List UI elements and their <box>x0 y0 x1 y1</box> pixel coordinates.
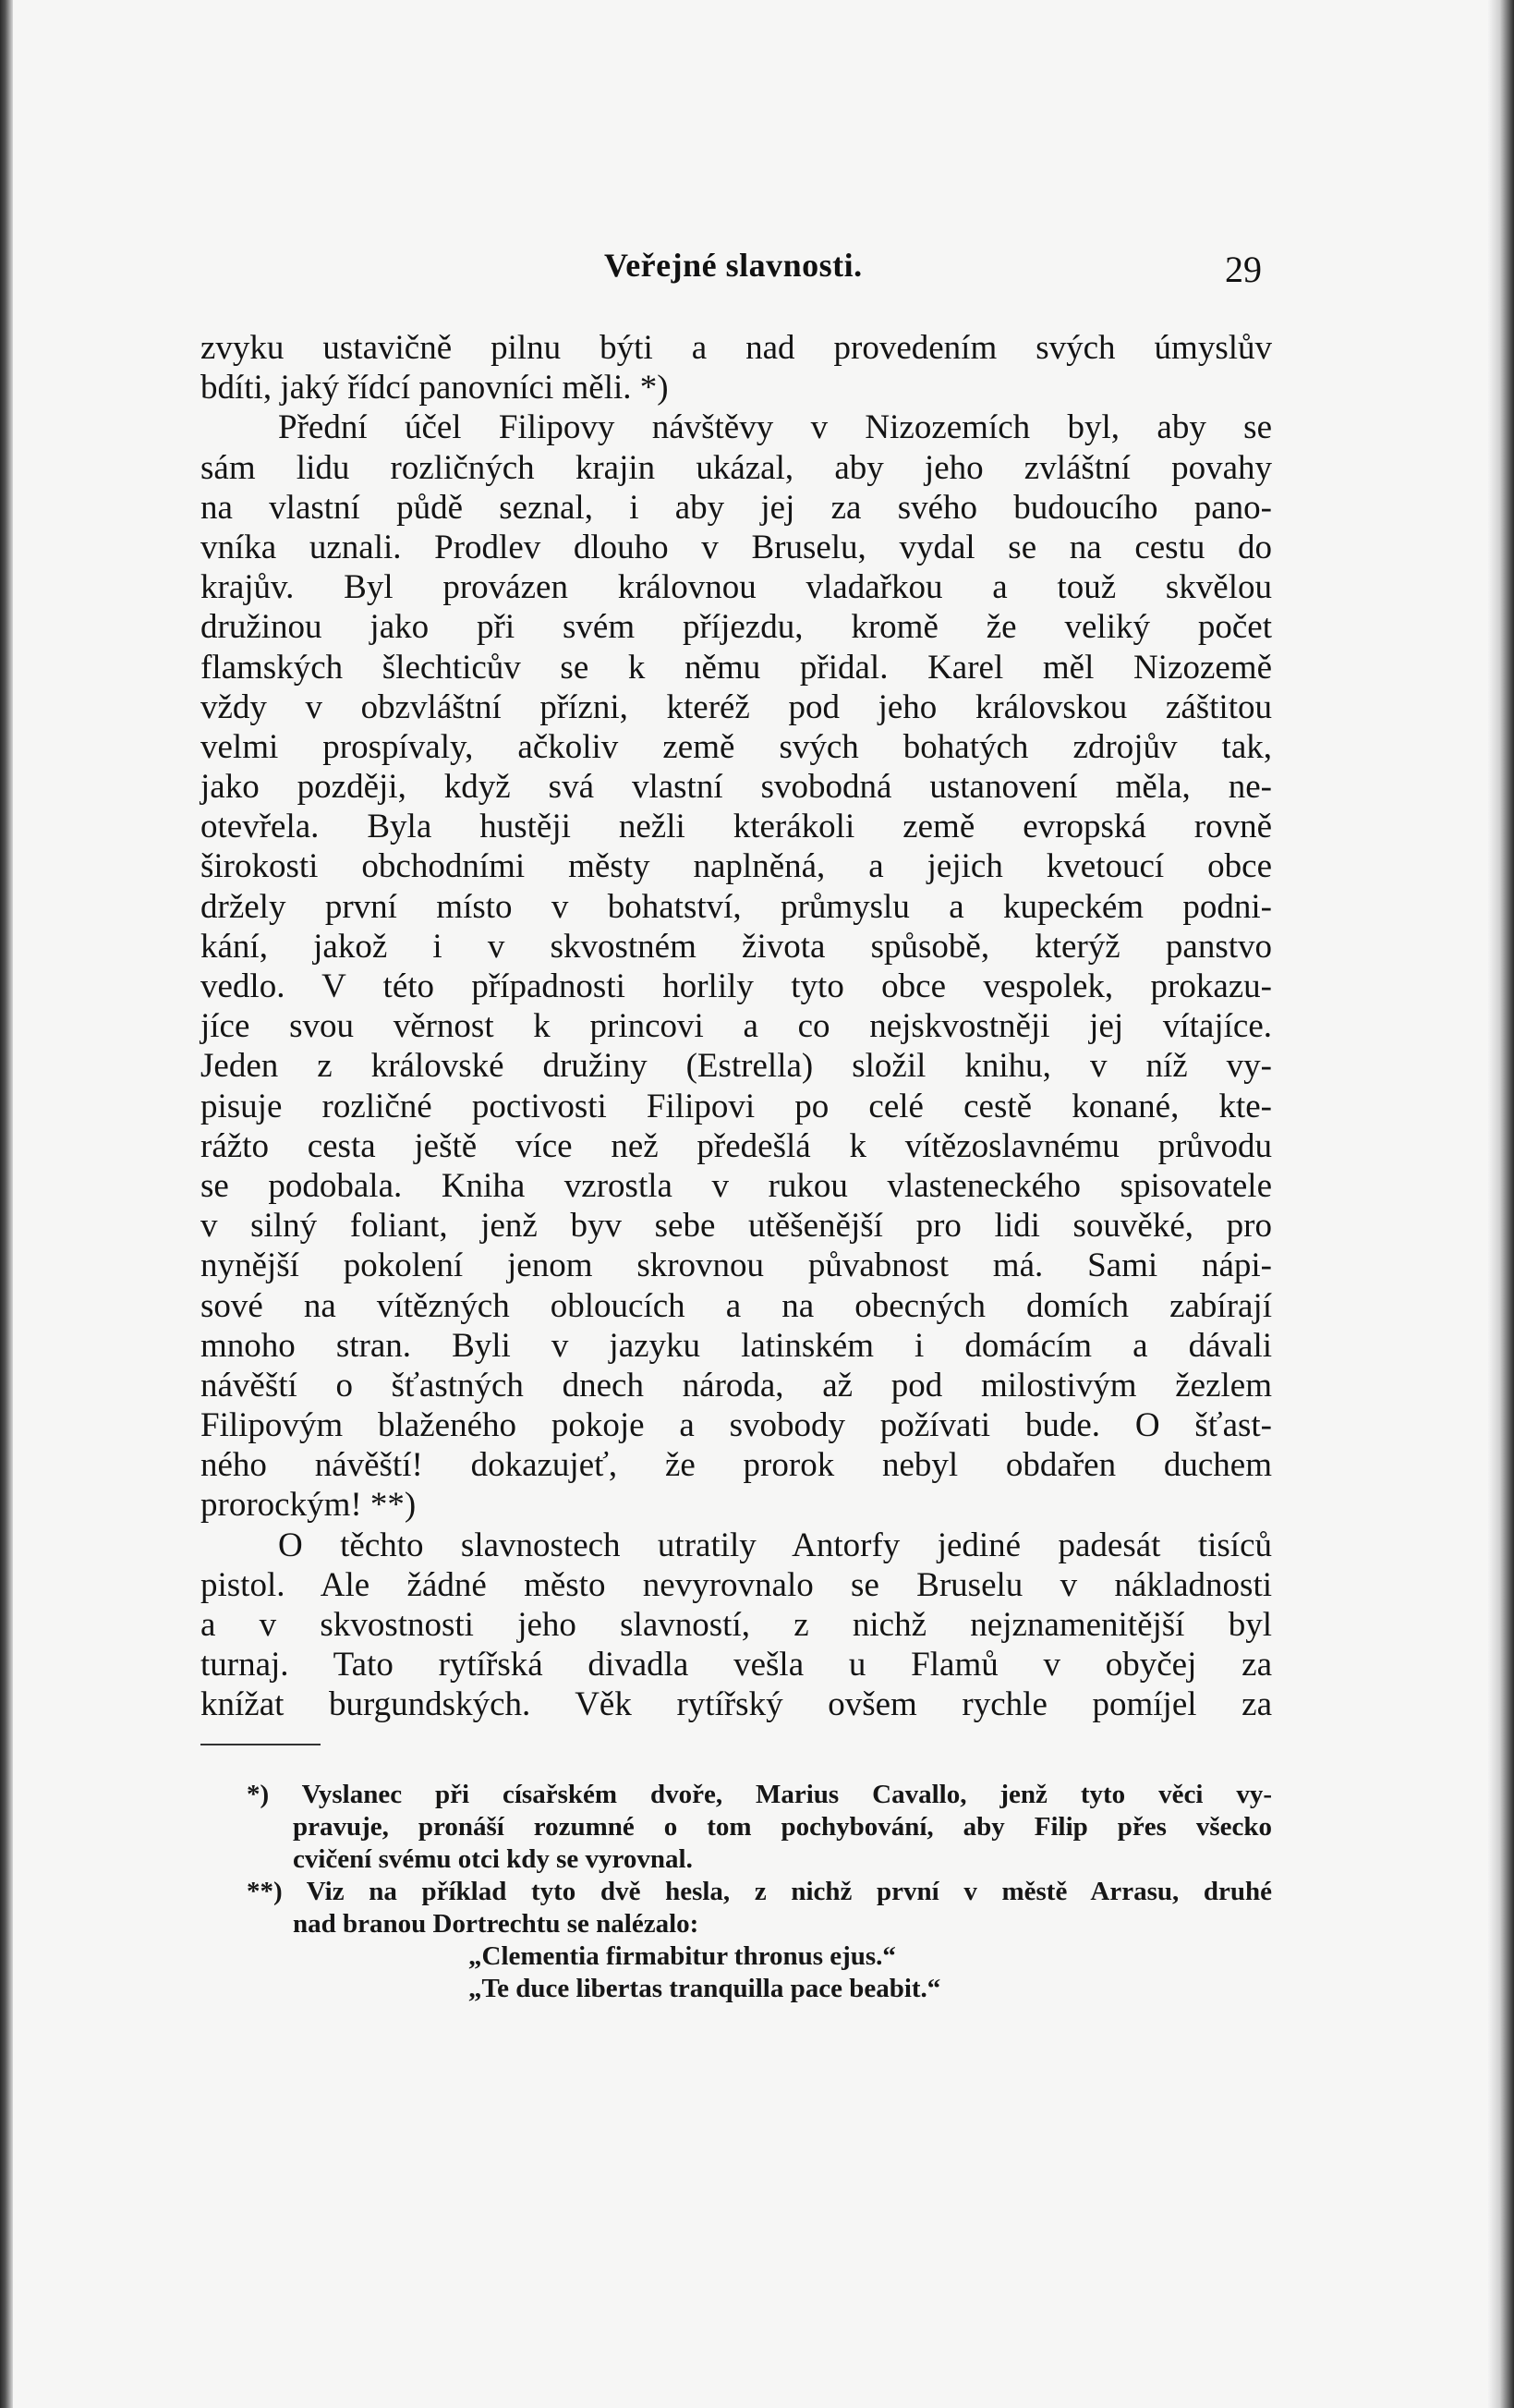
footnote-line: cvičení svému otci kdy se vyrovnal. <box>293 1844 693 1874</box>
text-line: pistol. Ale žádné město nevyrovnalo se Bruselu v nákladnosti <box>200 1565 1272 1604</box>
text-line: knížat burgundských. Věk rytířský ovšem rychle pomíjel za <box>200 1685 1272 1724</box>
text-line: nynější pokolení jenom skrovnou půvabnost má. Sami nápi- <box>200 1247 1272 1285</box>
text-line: bdíti, jaký řídcí panovníci měli. *) <box>200 369 669 407</box>
text-line: vedlo. V této případnosti horlily tyto obce vespolek, prokazu- <box>200 967 1272 1005</box>
text-line: zvyku ustavičně pilnu býti a nad provedením svých úmyslův <box>200 329 1272 367</box>
text-line: Přední účel Filipovy návštěvy v Nizozemích byl, aby se <box>278 408 1272 447</box>
text-line: na vlastní půdě seznal, i aby jej za svého budoucího pano- <box>200 488 1272 527</box>
text-line: kání, jakož i v skvostném života spůsobě, kterýž panstvo <box>200 927 1272 966</box>
text-line: sové na vítězných obloucích a na obecných domích zabírají <box>200 1286 1272 1325</box>
footnote-line: **) Viz na příklad tyto dvě hesla, z nichž první v městě Arrasu, druhé <box>247 1877 1272 1906</box>
running-title: Veřejné slavnosti. <box>604 247 863 284</box>
text-line: v silný foliant, jenž byv sebe utěšenější pro lidi souvěké, pro <box>200 1207 1272 1246</box>
text-line: ného návěští! dokazujeť, že prorok nebyl obdařen duchem <box>200 1446 1272 1485</box>
text-line: Filipovým blaženého pokoje a svobody požívati bude. O šťast- <box>200 1406 1272 1445</box>
text-line: jako později, když svá vlastní svobodná ustanovení měla, ne- <box>200 768 1272 807</box>
text-line: Jeden z královské družiny (Estrella) složil knihu, v níž vy- <box>200 1047 1272 1086</box>
footnote-quote: „Clementia firmabitur thronus ejus.“ <box>468 1941 896 1971</box>
text-line: držely první místo v bohatství, průmyslu a kupeckém podni- <box>200 887 1272 926</box>
text-line: turnaj. Tato rytířská divadla vešla u Flamů v obyčej za <box>200 1646 1272 1684</box>
text-line: O těchto slavnostech utratily Antorfy jediné padesát tisíců <box>278 1526 1272 1564</box>
footnote-line: nad branou Dortrechtu se nalézalo: <box>293 1909 699 1939</box>
text-line: sám lidu rozličných krajin ukázal, aby jeho zvláštní povahy <box>200 448 1272 487</box>
body-text <box>200 328 1272 1725</box>
text-line: prorockým! **) <box>200 1486 417 1525</box>
text-line: pisuje rozličné poctivosti Filipovi po celé cestě konané, kte- <box>200 1087 1272 1125</box>
text-line: velmi prospívaly, ačkoliv země svých bohatých zdrojův tak, <box>200 727 1272 766</box>
text-line: a v skvostnosti jeho slavností, z nichž nejznamenitější byl <box>200 1606 1272 1644</box>
text-line: otevřela. Byla hustěji nežli kterákoli země evropská rovně <box>200 808 1272 846</box>
text-line: krajův. Byl provázen královnou vladařkou a touž skvělou <box>200 568 1272 607</box>
text-line: rážto cesta ještě více než předešlá k vítězoslavnému průvodu <box>200 1126 1272 1165</box>
footnote-line: pravuje, pronáší rozumné o tom pochybování, aby Filip přes všecko <box>293 1812 1272 1842</box>
text-line: vníka uznali. Prodlev dlouho v Bruselu, vydal se na cestu do <box>200 528 1272 566</box>
footnote-divider <box>200 1744 321 1745</box>
page-number: 29 <box>1225 249 1262 290</box>
text-line: se podobala. Kniha vzrostla v rukou vlasteneckého spisovatele <box>200 1166 1272 1205</box>
text-line: návěští o šťastných dnech národa, až pod milostivým žezlem <box>200 1366 1272 1405</box>
text-line: mnoho stran. Byli v jazyku latinském i domácím a dávali <box>200 1326 1272 1365</box>
book-page <box>13 0 1488 2408</box>
text-line: jíce svou věrnost k princovi a co nejskvostněji jej vítajíce. <box>200 1007 1272 1046</box>
text-line: vždy v obzvláštní přízni, kteréž pod jeho královskou záštitou <box>200 687 1272 726</box>
scan-edge-right <box>1488 0 1514 2408</box>
text-line: družinou jako při svém příjezdu, kromě že veliký počet <box>200 608 1272 647</box>
text-line: flamských šlechticův se k němu přidal. Karel měl Nizozemě <box>200 648 1272 687</box>
footnote-quote: „Te duce libertas tranquilla pace beabit.“ <box>468 1974 941 2003</box>
footnotes <box>200 1779 1272 2005</box>
text-line: širokosti obchodními městy naplněná, a jejich kvetoucí obce <box>200 847 1272 886</box>
scan-edge-left <box>0 0 13 2408</box>
footnote-line: *) Vyslanec při císařském dvoře, Marius Cavallo, jenž tyto věci vy- <box>247 1780 1272 1809</box>
